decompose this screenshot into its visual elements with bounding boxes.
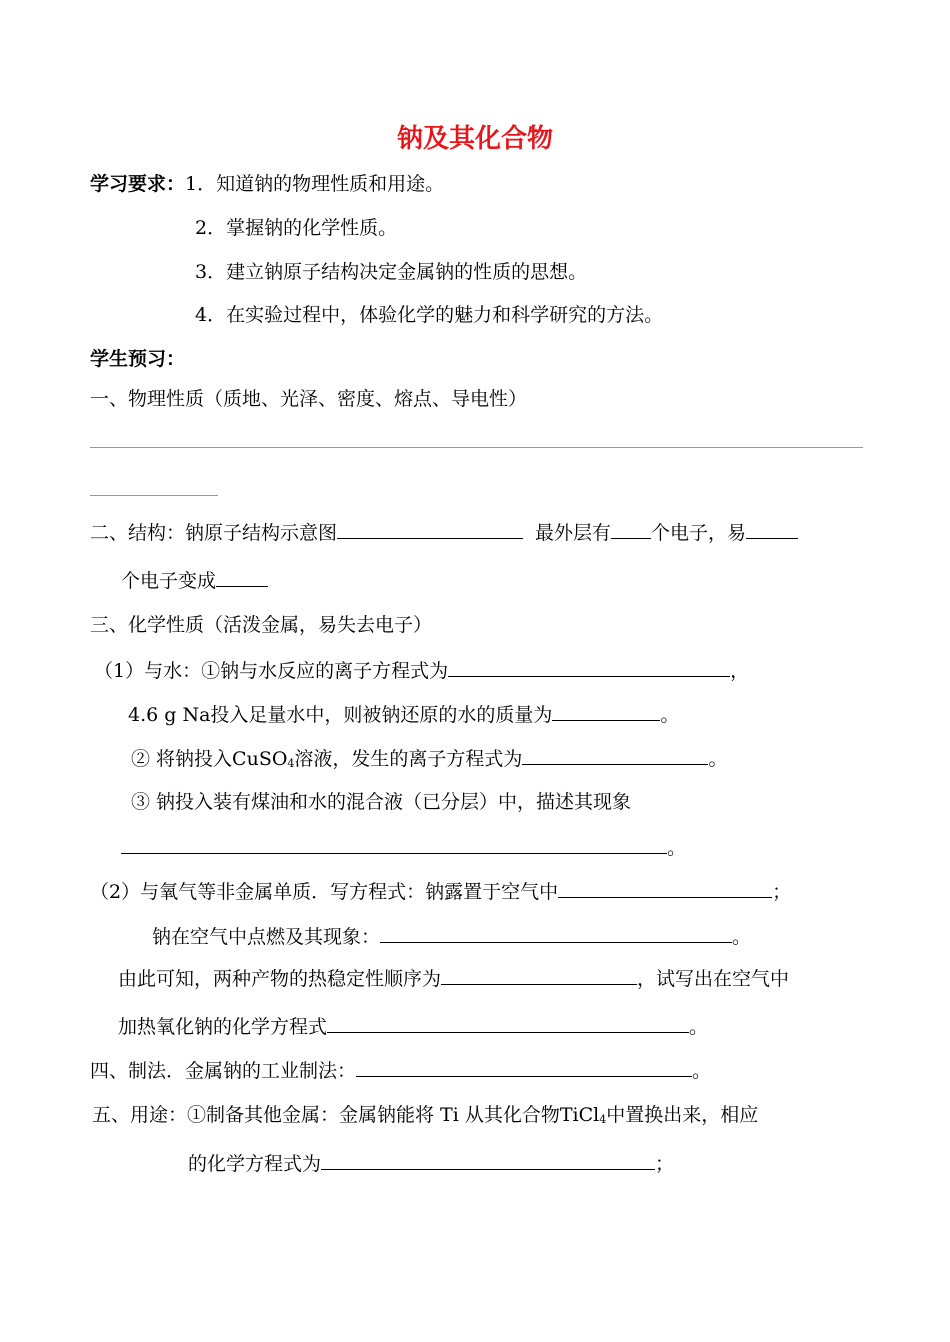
uses-label: 五、用途：①制备其他金属：金属钠能将 Ti 从其化合物	[92, 1104, 560, 1126]
section-physical-properties: 一、物理性质（质地、光泽、密度、熔点、导电性）	[90, 388, 528, 410]
cuso4-label-post: 溶液，发生的离子方程式为	[294, 748, 523, 770]
ticl4-equation-line	[188, 1151, 674, 1176]
na2o-heat-line	[118, 1014, 708, 1039]
ticl4-formula: TiCl	[559, 1104, 600, 1126]
ticl4-subscript: 4	[599, 1113, 607, 1126]
answer-line-physical	[90, 447, 863, 448]
kerosene-phenomenon-blank[interactable]	[121, 835, 667, 854]
requirement-item-2: 2．掌握钠的化学性质。	[195, 217, 398, 239]
punct: 。	[667, 837, 687, 859]
section-uses-line	[92, 1103, 758, 1132]
ticl4-equation-label: 的化学方程式为	[188, 1153, 322, 1175]
requirements-label: 学习要求：	[90, 173, 186, 195]
punct: ；	[772, 881, 792, 903]
ticl4-equation-blank[interactable]	[321, 1151, 655, 1170]
production-blank[interactable]	[356, 1058, 692, 1077]
cuso4-subscript: 4	[287, 757, 295, 770]
outer-electrons-blank[interactable]	[611, 520, 651, 539]
cuso4-formula: CuSO	[232, 748, 288, 770]
oxygen-reaction-line	[90, 879, 791, 904]
water-reaction-line	[94, 658, 749, 683]
oxygen-reaction-label: （2）与氧气等非金属单质．写方程式：钠露置于空气中	[90, 881, 559, 903]
structure-label: 二、结构：钠原子结构示意图	[90, 522, 338, 544]
stability-line	[118, 966, 789, 991]
water-ionic-equation-blank[interactable]	[448, 658, 730, 677]
punct: 。	[732, 926, 752, 948]
punct: ；	[655, 1153, 675, 1175]
na-burn-label: 钠在空气中点燃及其现象：	[152, 926, 381, 948]
stability-label-2: ，试写出在空气中	[637, 968, 790, 990]
stability-order-blank[interactable]	[441, 966, 637, 985]
punct: 。	[692, 1060, 712, 1082]
na-water-mass-line	[128, 702, 679, 727]
punct: 。	[689, 1016, 709, 1038]
preview-label: 学生预习：	[90, 348, 186, 370]
answer-line-physical-2	[90, 495, 218, 496]
gain-lose-blank[interactable]	[746, 520, 798, 539]
structure-diagram-blank[interactable]	[337, 520, 523, 539]
cuso4-equation-blank[interactable]	[522, 746, 708, 765]
kerosene-answer-line	[121, 835, 686, 860]
stability-label: 由此可知，两种产物的热稳定性顺序为	[118, 968, 442, 990]
production-label: 四、制法．金属钠的工业制法：	[90, 1060, 357, 1082]
requirement-item-3: 3．建立钠原子结构决定金属钠的性质的思想。	[195, 261, 588, 283]
na2o-heat-equation-blank[interactable]	[327, 1014, 689, 1033]
requirement-item-1: 1．知道钠的物理性质和用途。	[185, 173, 445, 195]
water-mass-blank[interactable]	[552, 702, 660, 721]
section-production-line	[90, 1058, 711, 1083]
na-air-equation-blank[interactable]	[558, 879, 772, 898]
cuso4-label-pre: ② 将钠投入	[131, 748, 233, 770]
requirements-line-1	[90, 172, 444, 196]
na-burn-line	[152, 924, 751, 949]
punct: ，	[730, 660, 750, 682]
outer-electrons-label: 最外层有	[535, 522, 612, 544]
uses-label-2: 中置换出来，相应	[606, 1104, 759, 1126]
punct: 。	[708, 748, 728, 770]
document-title: 钠及其化合物	[396, 124, 553, 154]
na-burn-blank[interactable]	[380, 924, 732, 943]
section-structure-line-1	[90, 520, 798, 545]
punct: 。	[660, 704, 680, 726]
water-reaction-label: （1）与水：①钠与水反应的离子方程式为	[94, 660, 449, 682]
section-structure-line-2	[121, 568, 268, 593]
ion-blank[interactable]	[216, 568, 268, 587]
electrons-easy-label: 个电子，易	[651, 522, 747, 544]
requirement-item-4: 4．在实验过程中，体验化学的魅力和科学研究的方法。	[195, 304, 664, 326]
section-chemical-properties: 三、化学性质（活泼金属，易失去电子）	[90, 614, 433, 636]
na-water-mass-label: 4.6 g Na投入足量水中，则被钠还原的水的质量为	[128, 704, 553, 726]
cuso4-line	[131, 746, 727, 776]
na2o-heat-label: 加热氧化钠的化学方程式	[118, 1016, 328, 1038]
electron-become-label: 个电子变成	[121, 570, 217, 592]
kerosene-line: ③ 钠投入装有煤油和水的混合液（已分层）中，描述其现象	[131, 791, 632, 813]
